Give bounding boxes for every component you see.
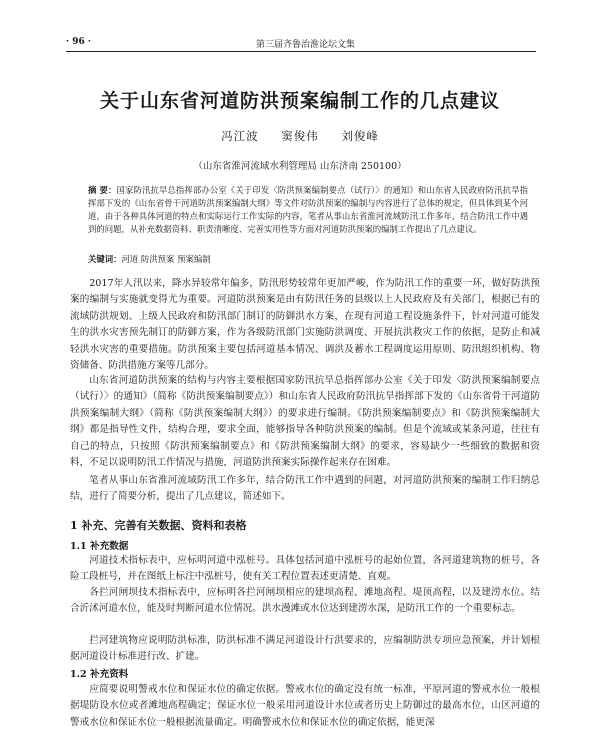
article-authors: 冯江波 窦俊伟 刘俊峰: [221, 129, 379, 143]
abstract: [88, 184, 528, 236]
section-1-2-paragraph-1: 应简要说明警戒水位和保证水位的确定依据。警戒水位的确定没有统一标准，平原河道的警戒水位一般根据堤防设水位或者滩地高程确定；保证水位一般采用河道设计水位或者历史上防御过的最高水位，山区河道的警戒水位和保证水位一般根据流量确定。明确警戒水位和保证水位的确定依据，能更深: [70, 684, 540, 728]
abstract-label: 摘 要：: [88, 185, 117, 195]
keywords: [88, 253, 528, 265]
page-number: · 96 ·: [66, 37, 92, 47]
journal-name: 第三届齐鲁治淮论坛文集: [256, 40, 356, 50]
running-header: [66, 37, 536, 52]
section-1-1-paragraph-3: 拦河建筑物应说明防洪标准，防洪标准不满足河道设计行洪要求的，应编制防洪专项应急预案，并计划根据河道设计标准进行改、扩建。: [70, 635, 540, 663]
section-1-heading: 1 补充、完善有关数据、资料和表格: [70, 519, 247, 532]
keywords-text: 河道 防洪预案 预案编制: [121, 254, 211, 264]
body-paragraph-2: 山东省河道防洪预案的结构与内容主要根据国家防汛抗旱总指挥部办公室《关于印发〈防洪预案编制要点（试行）〉的通知》（简称《防洪预案编制要点》）和山东省人民政府防汛抗旱指挥部下发的《山东省骨干河道防洪预案编制大纲》（简称《防洪预案编制大纲》）的要求进行编制。《防洪预案编制要点》和《防洪预案编制大纲》都是指导性文件，结构合理，要求全面，能够指导各种防洪预案的编制。但是个流域或某条河道，往往有自己的特点，只按照《防洪预案编制要点》和《防洪预案编制大纲》的要求，容易缺少一些细致的数据和资料，不足以说明防汛工作情况与措施，河道防洪预案实际操作起来存在困难。: [70, 375, 540, 469]
author-affiliation: （山东省淮河流域水利管理局 山东济南 250100）: [193, 161, 407, 172]
body-paragraph-3: 笔者从事山东省淮河流域防汛工作多年，结合防汛工作中遇到的问题，对河道防洪预案的编制工作归纳总结，进行了简要分析，提出了几点建议，简述如下。: [70, 475, 540, 503]
abstract-text: 国家防汛抗旱总指挥部办公室《关于印发〈防洪预案编制要点（试行）〉的通知》和山东省人民政府防汛抗旱指挥部下发的《山东省骨干河道防洪预案编制大纲》等文件对防洪预案的编制与内容进行了总体的规定，但具体到某个河道，由于各种具体河道的特点和实际运行工作实际的内容，笔者从事山东省淮河流域防汛工作多年，结合防汛工作中遇到的问题，从补充数据资料、职责清晰度、完善实用性等方面对河道防洪预案的编制工作提出了几点建议。: [88, 185, 528, 234]
section-1-1-paragraph-1: 河道技术指标表中，应标明河道中泓桩号。具体包括河道中泓桩号的起始位置，各河道建筑物的桩号，各险工段桩号，并在图纸上标注中泓桩号，使有关工程位置表述更清楚、直观。: [70, 555, 540, 583]
keywords-label: 关键词：: [88, 254, 122, 264]
section-1-1-paragraph-2: 各拦河闸坝技术指标表中，应标明各拦河闸坝相应的建坝高程、滩地高程、堤顶高程，以及建涝水位。结合沂沭河道水位，能及时判断河道水位情况。洪水漫滩或水位达到建涝水深，是防汛工作的一个重要标志。: [70, 587, 540, 615]
section-1-2-heading: 1.2 补充资料: [70, 669, 129, 680]
article-title: 关于山东省河道防洪预案编制工作的几点建议: [99, 90, 500, 112]
section-1-1-heading: 1.1 补充数据: [70, 541, 129, 552]
body-paragraph-1: 2017年人汛以来，降水异较常年偏多，防汛形势较常年更加严峻，作为防汛工作的重要一环，做好防洪预案的编制与实施就变得尤为重要。河道防洪预案是由有防汛任务的县级以上人民政府及有关部门，根据已有的流域防洪规划、上级人民政府和防汛部门制订的防御洪水方案，在现有河道工程设施条件下，针对河道可能发生的洪水灾害预先制订的防御方案，作为各级防汛部门实施防洪调度、开展抗洪救灾工作的依据，是防止和减轻洪水灾害的重要措施。防洪预案主要包括河道基本情况、调洪及蓄水工程调度运用原则、防汛组织机构、物资储备、防洪措施方案等几部分。: [70, 278, 540, 372]
